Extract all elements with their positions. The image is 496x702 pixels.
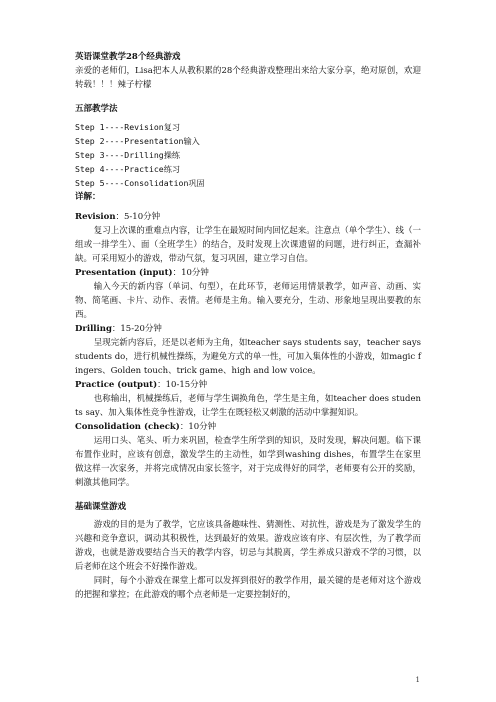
detail-time: ：10分钟 [179,422,217,432]
section-heading-basic-games: 基础课堂游戏 [75,502,127,512]
games-paragraph: 游戏的目的是为了教学，它应该具备趣味性、猜测性、对抗性，游戏是为了激发学生的兴趣和竞争意识，调动其积极性，达到最好的效果。游戏应该有序、有层次性，为了教学而游戏，也就是游戏要结合当天的教学内容，切忌与其脱离，学生养成只游戏不学的习惯，以后老师在这个班会不好操作游戏。 [75,520,421,572]
detail-label: Drilling [75,324,112,334]
detail-body: 复习上次课的重难点内容，让学生在最短时间内回忆起来。注意点（单个学生）、线（一组或一排学生）、面（全班学生）的结合，及时发现上次课遗留的问题，进行纠正，查漏补缺。可采用短小的游戏，带动气氛，复习巩固，建立学习自信。 [75,226,421,264]
document-page [75,50,421,602]
step-item: Step 2----Presentation输入 [75,136,200,146]
detail-time: ：15-20分钟 [111,324,162,334]
games-paragraph: 同时，每个小游戏在课堂上都可以发挥到很好的教学作用，最关键的是老师对这个游戏的把握和掌控；在此游戏的哪个点老师是一定要控制好的， [75,576,421,600]
detail-heading: 详解： [75,192,101,202]
detail-label: Practice (output) [75,380,158,390]
page-number: 1 [415,676,420,684]
step-item: Step 4----Practice练习 [75,164,181,174]
section-heading-five-step: 五部教学法 [75,104,118,114]
detail-label: Presentation (input) [75,268,173,278]
detail-time: ：10分钟 [172,268,209,278]
detail-practice [75,378,421,420]
detail-revision [75,210,421,266]
step-item: Step 3----Drilling操练 [75,150,181,160]
step-item: Step 5----Consolidation巩固 [75,178,205,188]
detail-consolidation [75,420,421,490]
detail-time: ：5-10分钟 [115,212,161,222]
steps-list [75,120,421,190]
document-title: 英语课堂教学28个经典游戏 [75,52,181,62]
step-item: Step 1----Revision复习 [75,122,181,132]
detail-presentation [75,266,421,322]
detail-label: Revision [75,212,116,222]
detail-drilling [75,322,421,378]
detail-label: Consolidation (check) [75,422,180,432]
intro-paragraph: 亲爱的老师们，Lisa把本人从教积累的28个经典游戏整理出来给大家分享，绝对原创，欢迎转载！！！辣子柠檬 [75,66,421,90]
detail-time: ：10-15分钟 [157,380,208,390]
detail-body: 运用口头、笔头、听力来巩固，检查学生所学到的知识，及时发现，解决问题。临下课布置作业时，应该有创意，激发学生的主动性，如学到washing dishes，布置学生在家里做这样一次家务，并将完成情况由家长签字，对于完成得好的同学，老师要有公开的奖励，刺激其他同学。 [75,436,421,488]
detail-body: 也称输出，机械操练后，老师与学生调换角色，学生是主角，如teacher does students say、加入集体性竞争性游戏，让学生在既轻松又刺激的活动中掌握知识。 [75,394,421,418]
detail-body: 呈现完新内容后，还是以老师为主角，如teacher says students say，teacher says students do，进行机械性操练，为避免方式的单一性，可加入集体性的小游戏，如magic fingers、Golden touch、trick game、high and low voice。 [75,338,421,376]
detail-body: 输入今天的新内容（单词、句型），在此环节，老师运用情景教学，如声音、动画、实物、简笔画、卡片、动作、表情。老师是主角。输入要充分，生动、形象地呈现出要教的东西。 [75,282,421,320]
